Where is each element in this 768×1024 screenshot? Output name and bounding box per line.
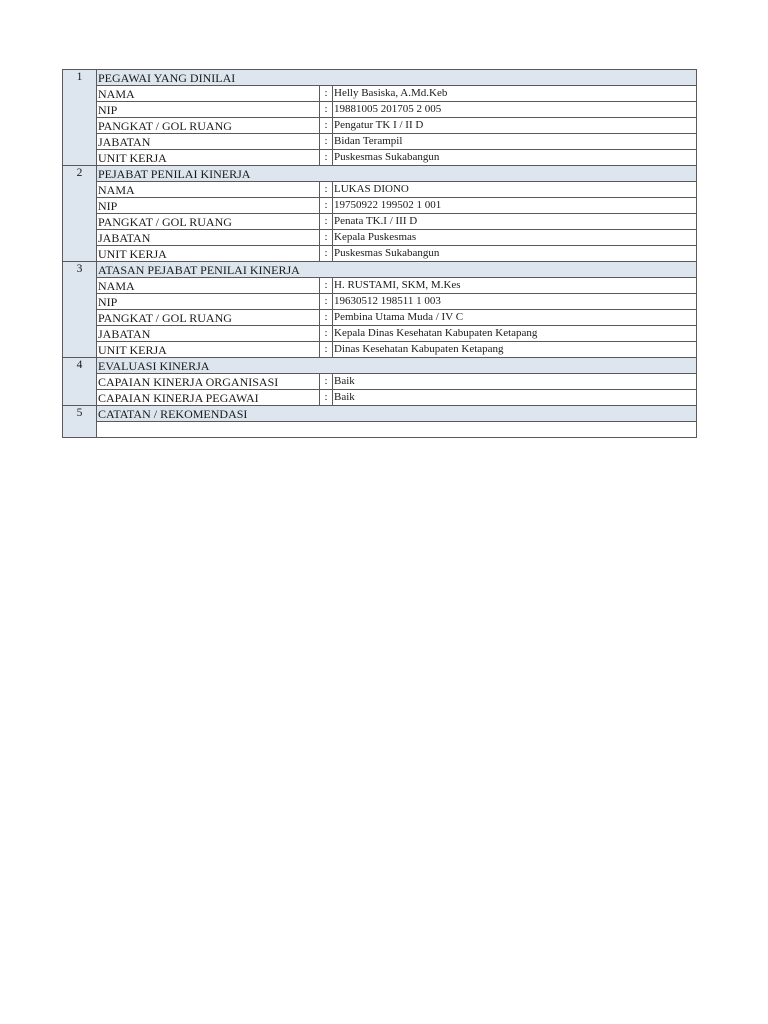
section-number: 4 <box>63 358 97 406</box>
section-header-row <box>63 70 697 86</box>
section-header-row <box>63 358 697 374</box>
field-label: PANGKAT / GOL RUANG <box>97 214 320 230</box>
field-colon: : <box>320 198 333 214</box>
field-label: CAPAIAN KINERJA PEGAWAI <box>97 390 320 406</box>
table-row <box>63 390 697 406</box>
field-colon: : <box>320 374 333 390</box>
field-value: Kepala Puskesmas <box>333 230 697 246</box>
section-header-row <box>63 406 697 422</box>
table-row <box>63 326 697 342</box>
field-colon: : <box>320 118 333 134</box>
field-value: Bidan Terampil <box>333 134 697 150</box>
table-row <box>63 102 697 118</box>
field-colon: : <box>320 182 333 198</box>
field-label: JABATAN <box>97 230 320 246</box>
field-colon: : <box>320 150 333 166</box>
field-label: JABATAN <box>97 326 320 342</box>
field-label: PANGKAT / GOL RUANG <box>97 118 320 134</box>
table-row <box>63 86 697 102</box>
field-label: NAMA <box>97 86 320 102</box>
field-colon: : <box>320 214 333 230</box>
field-colon: : <box>320 230 333 246</box>
section-title: EVALUASI KINERJA <box>97 358 697 374</box>
table-row <box>63 278 697 294</box>
field-colon: : <box>320 310 333 326</box>
section-title: ATASAN PEJABAT PENILAI KINERJA <box>97 262 697 278</box>
field-colon: : <box>320 390 333 406</box>
table-row <box>63 342 697 358</box>
table-row <box>63 214 697 230</box>
field-colon: : <box>320 134 333 150</box>
table-row <box>63 182 697 198</box>
field-value: 19881005 201705 2 005 <box>333 102 697 118</box>
section-title: PEJABAT PENILAI KINERJA <box>97 166 697 182</box>
section-number: 2 <box>63 166 97 262</box>
field-colon: : <box>320 86 333 102</box>
field-value: 19750922 199502 1 001 <box>333 198 697 214</box>
field-label: CAPAIAN KINERJA ORGANISASI <box>97 374 320 390</box>
performance-evaluation-table <box>62 69 697 438</box>
field-colon: : <box>320 342 333 358</box>
field-label: UNIT KERJA <box>97 342 320 358</box>
table-row <box>63 374 697 390</box>
notes-row <box>63 422 697 438</box>
field-label: NAMA <box>97 278 320 294</box>
field-colon: : <box>320 294 333 310</box>
field-value: Pengatur TK I / II D <box>333 118 697 134</box>
notes-cell <box>97 422 697 438</box>
section-number: 1 <box>63 70 97 166</box>
table-row <box>63 134 697 150</box>
field-colon: : <box>320 102 333 118</box>
field-label: NAMA <box>97 182 320 198</box>
field-value: Baik <box>333 390 697 406</box>
field-value: Dinas Kesehatan Kabupaten Ketapang <box>333 342 697 358</box>
table-row <box>63 310 697 326</box>
field-label: NIP <box>97 102 320 118</box>
section-number: 3 <box>63 262 97 358</box>
field-colon: : <box>320 326 333 342</box>
field-value: LUKAS DIONO <box>333 182 697 198</box>
table-row <box>63 294 697 310</box>
field-label: NIP <box>97 294 320 310</box>
section-number: 5 <box>63 406 97 438</box>
table-row <box>63 118 697 134</box>
section-header-row <box>63 262 697 278</box>
field-colon: : <box>320 246 333 262</box>
field-value: Helly Basiska, A.Md.Keb <box>333 86 697 102</box>
section-header-row <box>63 166 697 182</box>
section-title: PEGAWAI YANG DINILAI <box>97 70 697 86</box>
field-value: 19630512 198511 1 003 <box>333 294 697 310</box>
table-row <box>63 150 697 166</box>
field-label: PANGKAT / GOL RUANG <box>97 310 320 326</box>
section-title: CATATAN / REKOMENDASI <box>97 406 697 422</box>
field-label: NIP <box>97 198 320 214</box>
table-row <box>63 246 697 262</box>
field-colon: : <box>320 278 333 294</box>
field-value: Penata TK.I / III D <box>333 214 697 230</box>
field-value: Kepala Dinas Kesehatan Kabupaten Ketapang <box>333 326 697 342</box>
field-value: H. RUSTAMI, SKM, M.Kes <box>333 278 697 294</box>
field-value: Pembina Utama Muda / IV C <box>333 310 697 326</box>
field-value: Puskesmas Sukabangun <box>333 246 697 262</box>
field-value: Puskesmas Sukabangun <box>333 150 697 166</box>
table-row <box>63 230 697 246</box>
table-row <box>63 198 697 214</box>
field-value: Baik <box>333 374 697 390</box>
field-label: UNIT KERJA <box>97 150 320 166</box>
field-label: JABATAN <box>97 134 320 150</box>
field-label: UNIT KERJA <box>97 246 320 262</box>
